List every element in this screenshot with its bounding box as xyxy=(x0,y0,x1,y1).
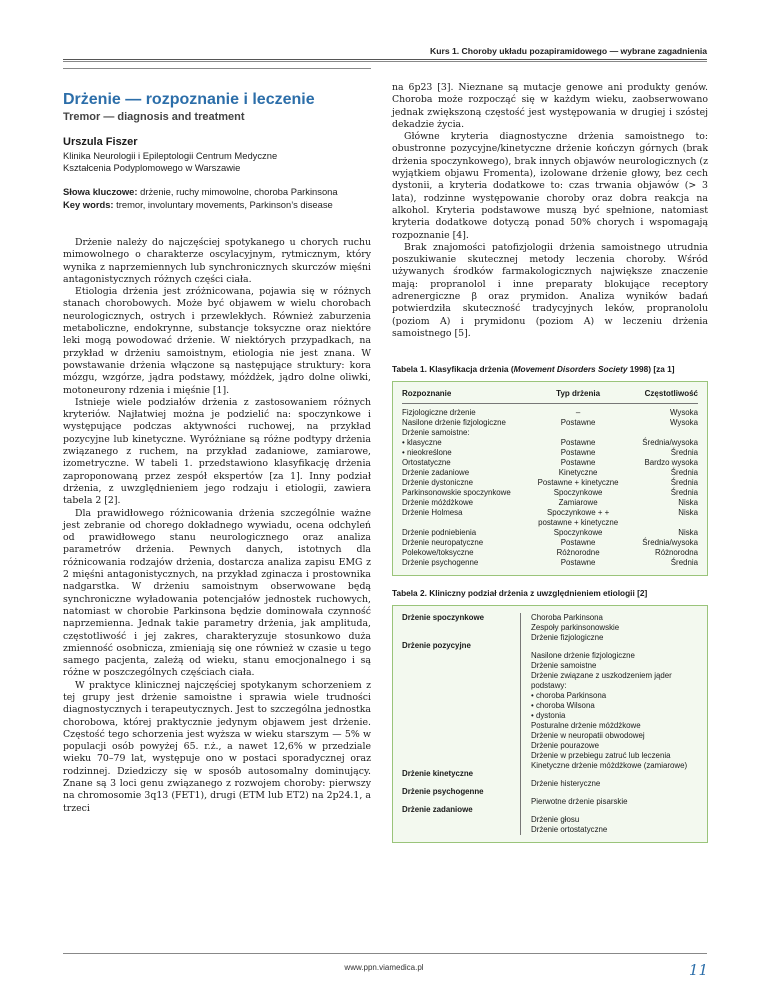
table2-row xyxy=(402,751,698,761)
table2-group-label xyxy=(402,741,521,751)
table1-cell: Postawne xyxy=(560,558,596,568)
table1-cell: Spoczynkowe + + postawne + kinetyczne xyxy=(538,508,619,528)
table1-col-header: Typ drżenia xyxy=(556,389,601,399)
table1-cell: Spoczynkowe xyxy=(553,528,603,538)
table2-row xyxy=(402,711,698,721)
table2-row xyxy=(402,691,698,701)
table1-cell: Drżenie neuropatyczne xyxy=(402,538,484,548)
table1-cell: Fizjologiczne drżenie xyxy=(402,408,476,418)
table2-box xyxy=(392,605,708,843)
table1-row xyxy=(402,428,698,438)
table1-cell: • klasyczne xyxy=(402,438,442,448)
table1 xyxy=(402,389,698,568)
table1-row xyxy=(402,468,698,478)
table1-cell: Kinetyczne xyxy=(558,468,598,478)
table1-cell xyxy=(529,428,627,438)
paragraph: Główne kryteria diagnostyczne drżenia samoistnego to: obustronne pozycyjne/kinetyczne drżenie kończyn górnych (brak drżenia spoczynkowego), brak innych objawów neurologicznych (z wyjątkiem objawu Fromenta), izolowane drżenie głowy, bez cech dystonii, a kryteria dodatkowe to: czas trwania objawów (> 3 lata), rodzinne występowanie choroby oraz dobra reakcja na alkohol. Kryteria podstawowe muszą być spełnione, natomiast kryteria dodatkowe dotyczą ponad 50% chorych i wspomagają rozpoznanie [4]. xyxy=(392,131,708,241)
article-subtitle: Tremor — diagnosis and treatment xyxy=(63,111,245,123)
table1-row xyxy=(402,538,698,548)
table1-cell: Postawne xyxy=(560,538,596,548)
keywords-block xyxy=(63,186,371,211)
table1-caption-italic: Movement Disorders Society xyxy=(513,364,628,375)
table1-row xyxy=(402,418,698,428)
table2-item: Drżenie samoistne xyxy=(521,661,699,671)
affiliation-line-1: Klinika Neurologii i Epileptologii Centrum Medyczne xyxy=(63,150,278,161)
table1-cell: – xyxy=(575,408,581,418)
paragraph: Brak znajomości patofizjologii drżenia samoistnego utrudnia poszukiwanie skutecznej metody leczenia choroby. Wśród używanych środków farmakologicznych największe znaczenie mają: propranolol i inne preparaty blokujące receptory adrenergiczne β oraz prymidon. Analiza wyników badań potwierdziła skuteczność tradycyjnych leków, propranololu (poziom A) i prymidonu (poziom A) w leczeniu drżenia samoistnego [5]. xyxy=(392,241,708,339)
table2-row xyxy=(402,613,698,623)
paragraph: Istnieje wiele podziałów drżenia z zastosowaniem różnych kryteriów. Najłatwiej można je podzielić na: spoczynkowe i występujące podczas aktywności ruchowej, na przykład pozycyjne lub kinetyczne. Wyróżniane są różne podtypy drżenia związanego z ruchem, na przykład zadaniowe, zamiarowe, izometryczne. W tabeli 1. przedstawiono klasyfikację drżenia zaproponowaną przez zespół ekspertów [za 1]. Inny podział drżenia, z uwzględnieniem jego rodzaju i etiologii, zawiera tabela 2 [2]. xyxy=(63,396,371,507)
table2-row xyxy=(402,815,698,825)
keywords-en-label: Key words: xyxy=(63,198,114,210)
table1-cell: Parkinsonowskie spoczynkowe xyxy=(402,488,511,498)
table2-item: • dystonia xyxy=(521,711,699,721)
table2-item: Choroba Parkinsona xyxy=(521,613,699,623)
table2-item: Pierwotne drżenie pisarskie xyxy=(521,797,699,815)
affiliation xyxy=(63,150,371,174)
table1-cell: Niska xyxy=(678,498,698,508)
table2-item: Drżenie histeryczne xyxy=(521,779,699,797)
table2-item: Drżenie fizjologiczne xyxy=(521,633,699,651)
running-head: Kurs 1. Choroby układu pozapiramidowego — wybrane zagadnienia xyxy=(430,46,707,56)
table2-row xyxy=(402,779,698,797)
table2-group-label: Drżenie kinetyczne xyxy=(402,769,474,779)
table1-cell: Średnia xyxy=(670,488,698,498)
table1-cell: Postawne xyxy=(560,448,596,458)
table1-row xyxy=(402,458,698,468)
table1-caption-suffix: 1998) [za 1] xyxy=(629,364,675,375)
table1-cell: Drżenie psychogenne xyxy=(402,558,479,568)
keywords-text: drżenie, ruchy mimowolne, choroba Parkinsona xyxy=(140,186,338,197)
table1-cell: • nieokreślone xyxy=(402,448,452,458)
table1-col-header: Częstotliwość xyxy=(644,389,698,399)
affiliation-line-2: Kształcenia Podyplomowego w Warszawie xyxy=(63,162,241,173)
table1-cell xyxy=(627,428,698,438)
table2-row xyxy=(402,661,698,671)
table2-item: Kinetyczne drżenie móżdżkowe (zamiarowe) xyxy=(521,761,699,779)
table2-item: • choroba Parkinsona xyxy=(521,691,699,701)
table2-group-label: Drżenie spoczynkowe xyxy=(402,613,485,623)
table2-item: Drżenie związane z uszkodzeniem jąder podstawy: xyxy=(521,671,699,691)
table2-group-label xyxy=(402,815,521,825)
table1-cell: Średnia/wysoka xyxy=(642,538,698,548)
table2-item: Drżenie ortostatyczne xyxy=(521,825,699,835)
table1-cell: Średnia xyxy=(670,558,698,568)
table2 xyxy=(402,613,698,835)
table1-row xyxy=(402,404,698,418)
paragraph: Drżenie należy do najczęściej spotykanego u chorych ruchu mimowolnego o charakterze oscylacyjnym, rytmicznym, który wynika z naprzemiennych lub synchronicznych skurczów mięśni antagonistycznych różnych części ciała. xyxy=(63,237,371,285)
table2-group-label xyxy=(402,825,521,835)
table2-row xyxy=(402,651,698,661)
table2-row xyxy=(402,825,698,835)
table1-cell: Nasilone drżenie fizjologiczne xyxy=(402,418,506,428)
table2-group-label xyxy=(402,751,521,761)
table1-cell: Polekowe/toksyczne xyxy=(402,548,474,558)
table2-group-label xyxy=(402,731,521,741)
table2-item: • choroba Wilsona xyxy=(521,701,699,711)
table1-cell: Zamiarowe xyxy=(558,498,598,508)
table1-cell: Drżenie podniebienia xyxy=(402,528,477,538)
paragraph: Dla prawidłowego różnicowania drżenia szczególnie ważne jest zebranie od chorego dokładnego wywiadu, ocena odchyleń od prawidłowego stanu neurologicznego oraz analiza parametrów drżenia. Pewnych danych, istotnych dla różnicowania rodzajów drżenia, dostarcza analiza zapisu EMG z 2 mięśni antagonistycznych, na przykład zginacza i prostownika nadgarstka. W drżeniu samoistnym obserwowane będą synchroniczne wyładowania potencjałów jednostek ruchowych, natomiast w chorobie Parkinsona będzie dominowała czynność naprzemienna. Jednak takie parametry drżenia, jak amplituda, częstotliwość i jej zakres, charakteryzuje stosunkowo duża zmienność osobnicza, zmieniają się one również w czasie u tego samego pacjenta, zależą od wieku, stanu emocjonalnego i są różne w poszczególnych częściach ciała. xyxy=(63,507,371,679)
table2-item: Drżenie pourazowe xyxy=(521,741,699,751)
left-column xyxy=(63,68,371,815)
paragraph: Etiologia drżenia jest zróżnicowana, pojawia się w różnych stanach chorobowych. Może być objawem w wielu chorobach neurologicznych, ostrych i przewlekłych. Również zaburzenia metaboliczne, endokrynne, substancje toksyczne oraz niektóre leki mogą powodować drżenie. W niektórych przypadkach, na przykład w drżeniu samoistnym, etiologia nie jest znana. W powstawanie drżenia włączone są następujące struktury: kora mózgu, wzgórze, jądra podstawy, móżdżek, jądro dolne oliwki, motoneurony rdzenia i mięśnie [1]. xyxy=(63,286,371,396)
table2-row xyxy=(402,671,698,691)
table1-cell: Bardzo wysoka xyxy=(644,458,698,468)
table1-cell: Drżenie zadaniowe xyxy=(402,468,470,478)
table2-row xyxy=(402,623,698,633)
keywords-pl xyxy=(63,186,371,199)
table2-row xyxy=(402,721,698,731)
table1-cell: Wysoka xyxy=(670,408,698,418)
table2-group-label xyxy=(402,651,521,661)
right-body xyxy=(392,82,708,340)
table1-cell: Niska xyxy=(678,508,698,518)
table2-caption: Tabela 2. Kliniczny podział drżenia z uwzględnieniem etiologii [2] xyxy=(392,588,648,599)
table1-cell: Spoczynkowe xyxy=(553,488,603,498)
table1-cell: Drżenie Holmesa xyxy=(402,508,463,518)
table1-cell: Postawne + kinetyczne xyxy=(537,478,619,488)
table2-group-label xyxy=(402,623,521,633)
table1-cell: Postawne xyxy=(560,458,596,468)
table2-body xyxy=(402,613,698,835)
table1-cell: Niska xyxy=(678,528,698,538)
table1-cell: Postawne xyxy=(560,438,596,448)
table1-caption-prefix: Tabela 1. Klasyfikacja drżenia ( xyxy=(392,364,514,375)
table1-row xyxy=(402,558,698,568)
table2-group-label: Drżenie zadaniowe xyxy=(402,805,473,815)
article-title: Drżenie — rozpoznanie i leczenie xyxy=(63,91,315,108)
table1-section xyxy=(392,364,708,576)
table2-group-label: Drżenie pozycyjne xyxy=(402,641,471,651)
table1-row xyxy=(402,528,698,538)
table2-row xyxy=(402,761,698,779)
table2-group-label xyxy=(402,701,521,711)
table1-row xyxy=(402,448,698,458)
table2-group-label xyxy=(402,661,521,671)
table2-row xyxy=(402,731,698,741)
table2-row xyxy=(402,797,698,815)
table2-row xyxy=(402,741,698,751)
table2-row xyxy=(402,633,698,651)
table1-cell: Drżenie samoistne: xyxy=(402,428,470,438)
table2-item: Drżenie głosu xyxy=(521,815,699,825)
left-body xyxy=(63,237,371,815)
table1-row xyxy=(402,498,698,508)
table1-caption xyxy=(392,364,708,375)
table1-cell: Różnorodna xyxy=(655,548,698,558)
title-rule xyxy=(63,68,371,69)
table1-cell: Postawne xyxy=(560,418,596,428)
header-rule xyxy=(63,59,707,60)
table2-item: Nasilone drżenie fizjologiczne xyxy=(521,651,699,661)
table1-row xyxy=(402,508,698,528)
table2-item: Zespoły parkinsonowskie xyxy=(521,623,699,633)
paragraph: W praktyce klinicznej najczęściej spotykanym schorzeniem z tej grupy jest drżenie samoistne i sprawia wiele trudności diagnostycznych i terapeutycznych. Jest to szczególna jednostka chorobowa, której praktycznie jedynym objawem jest drżenie. Częstość tego schorzenia jest wyższa w wieku starszym — 5% w populacji osób powyżej 65. r.ż., a nawet 12,6% w przedziale wieku 70–79 lat, występuje ono w postaci sporadycznej oraz rodzinnej. Dziedziczy się w sposób autosomalny dominujący. Znane są 3 loci genu związanego z rozwojem choroby: pierwszy na chromosomie 3q13 (FET1), drugi (ETM lub ET2) na 2p24.1, a trzeci xyxy=(63,679,371,814)
footer-url: www.ppn.viamedica.pl xyxy=(344,963,424,972)
table2-item: Posturalne drżenie móżdżkowe xyxy=(521,721,699,731)
table1-cell: Średnia xyxy=(670,478,698,488)
table1-cell: Średnia xyxy=(670,448,698,458)
author-name: Urszula Fiszer xyxy=(63,136,138,148)
table1-cell: Różnorodne xyxy=(556,548,600,558)
table1-body xyxy=(402,404,698,568)
table1-cell: Ortostatyczne xyxy=(402,458,451,468)
keywords-label: Słowa kluczowe: xyxy=(63,186,138,197)
table2-group-label xyxy=(402,671,521,691)
table2-item: Drżenie w neuropatii obwodowej xyxy=(521,731,699,741)
footer-rule xyxy=(63,953,707,954)
table1-row xyxy=(402,478,698,488)
header-rule-secondary xyxy=(63,61,707,62)
table1-row xyxy=(402,438,698,448)
table2-section xyxy=(392,588,708,843)
keywords-en xyxy=(63,199,371,212)
paragraph: na 6p23 [3]. Nieznane są mutacje genowe ani produkty genów. Choroba może rozpocząć się w każdym wieku, zaobserwowano jednak zwiększoną częstość jest występowania w drugiej i szóstej dekadzie życia. xyxy=(392,82,708,130)
table1-cell: Średnia xyxy=(670,468,698,478)
table2-group-label: Drżenie psychogenne xyxy=(402,787,484,797)
table2-group-label xyxy=(402,711,521,721)
table2-group-label xyxy=(402,721,521,731)
right-column xyxy=(392,82,708,843)
keywords-en-text: tremor, involuntary movements, Parkinson’s disease xyxy=(116,198,333,210)
table1-box xyxy=(392,381,708,576)
table1-cell: Średnia/wysoka xyxy=(642,438,698,448)
table2-item: Drżenie w przebiegu zatruć lub leczenia xyxy=(521,751,699,761)
table1-cell: Wysoka xyxy=(670,418,698,428)
table1-cell: Drżenie móżdżkowe xyxy=(402,498,474,508)
table2-group-label xyxy=(402,691,521,701)
table1-row xyxy=(402,548,698,558)
page-number: 11 xyxy=(688,961,708,979)
table1-col-header: Rozpoznanie xyxy=(402,389,452,399)
table1-row xyxy=(402,488,698,498)
table2-row xyxy=(402,701,698,711)
table1-cell: Drżenie dystoniczne xyxy=(402,478,474,488)
